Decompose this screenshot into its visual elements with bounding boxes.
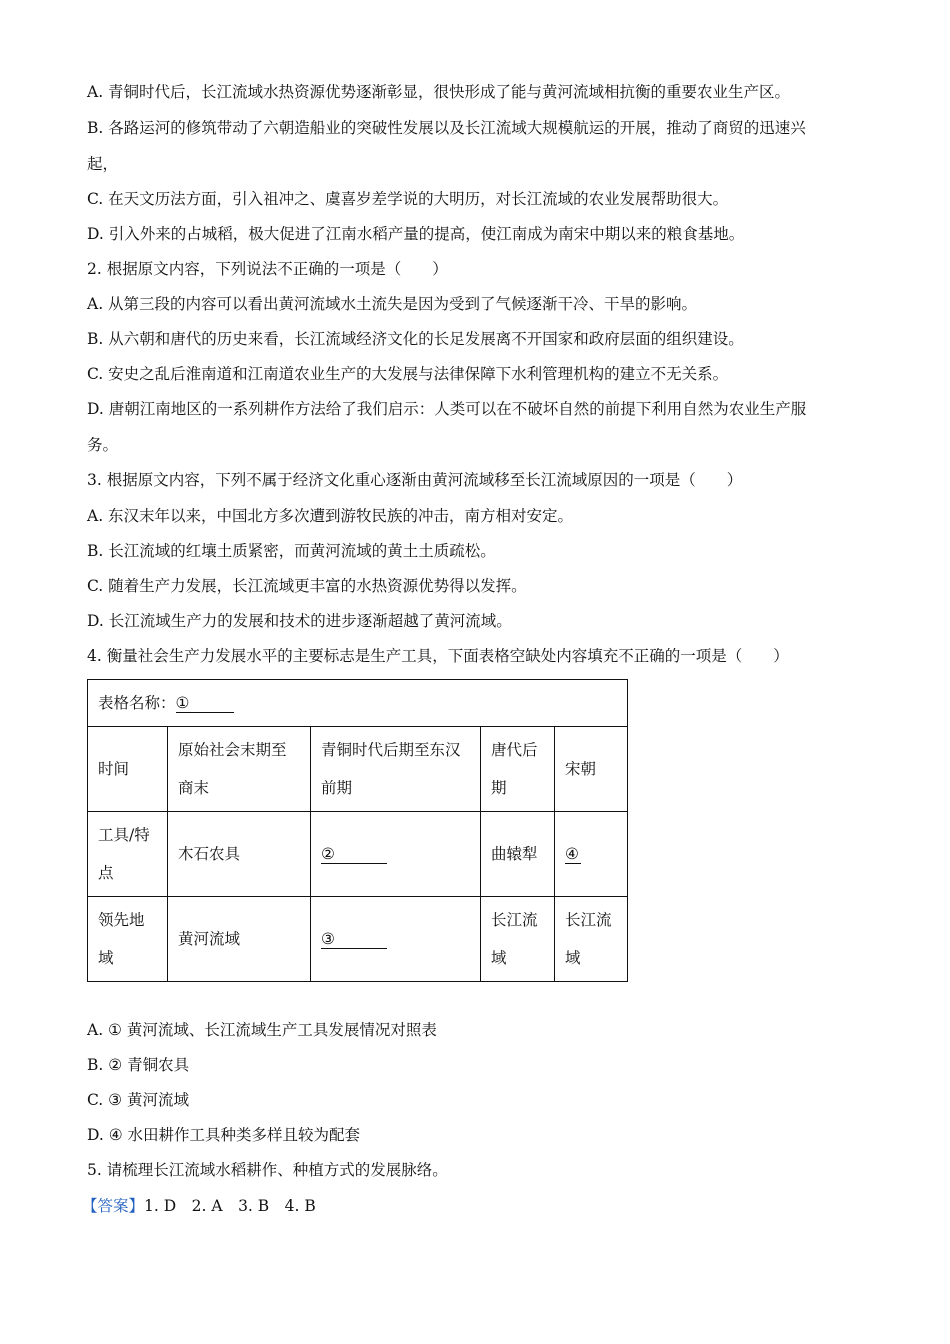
table-row-time [88,727,628,812]
tools-table [87,679,628,982]
table-title-row [88,680,628,727]
q3-stem: 3. 根据原文内容，下列不属于经济文化重心逐渐由黄河流域移至长江流域原因的一项是（ ） [87,471,743,489]
table-cell-tool [311,812,481,897]
table-cell-period: 原始社会末期至商末 [168,727,311,812]
q1-option-b: B. 各路运河的修筑带动了六朝造船业的突破性发展以及长江流域大规模航运的开展，推动了商贸的迅速兴 [87,119,806,137]
q1-option-c: C. 在天文历法方面，引入祖冲之、虞喜岁差学说的大明历，对长江流域的农业发展帮助很大。 [87,190,729,208]
q2-option-d: D. 唐朝江南地区的一系列耕作方法给了我们启示：人类可以在不破坏自然的前提下利用自然为农业生产服 [87,400,807,418]
table-header-time: 时间 [88,727,168,812]
q4-option-a: A. ① 黄河流域、长江流域生产工具发展情况对照表 [87,1021,437,1039]
answer-text: 1. D 2. A 3. B 4. B [144,1197,316,1215]
q2-stem: 2. 根据原文内容，下列说法不正确的一项是（ ） [87,260,448,278]
q4-option-d: D. ④ 水田耕作工具种类多样且较为配套 [87,1126,361,1144]
q5-stem: 5. 请梳理长江流域水稻耕作、种植方式的发展脉络。 [87,1161,448,1179]
table-cell-region: 长江流域 [481,897,555,982]
table-cell-region: 长江流域 [555,897,628,982]
q2-option-b: B. 从六朝和唐代的历史来看，长江流域经济文化的长足发展离不开国家和政府层面的组织建设。 [87,330,744,348]
answer-line [82,1196,862,1216]
blank-4: ④ [565,845,581,864]
table-cell-period: 宋朝 [555,727,628,812]
table-title-label: 表格名称： [98,694,176,712]
q3-option-b: B. 长江流域的红壤土质紧密，而黄河流域的黄土土质疏松。 [87,542,496,560]
table-header-region: 领先地域 [88,897,168,982]
q2-option-a: A. 从第三段的内容可以看出黄河流域水土流失是因为受到了气候逐渐干冷、干旱的影响。 [87,295,698,313]
table-cell-tool: 曲辕犁 [481,812,555,897]
q1-option-b-cont: 起， [87,155,119,173]
q3-option-a: A. 东汉末年以来，中国北方多次遭到游牧民族的冲击，南方相对安定。 [87,507,574,525]
answer-tag: 【答案】 [82,1197,145,1215]
table-cell-period: 唐代后期 [481,727,555,812]
q2-option-c: C. 安史之乱后淮南道和江南道农业生产的大发展与法律保障下水利管理机构的建立不无关系。 [87,365,729,383]
blank-2: ② [321,845,387,864]
q3-option-d: D. 长江流域生产力的发展和技术的进步逐渐超越了黄河流域。 [87,612,512,630]
q3-option-c: C. 随着生产力发展，长江流域更丰富的水热资源优势得以发挥。 [87,577,527,595]
table-cell-region: 黄河流域 [168,897,311,982]
table-title-cell [88,680,628,727]
q2-option-d-cont: 务。 [87,436,119,454]
table-cell-tool: 木石农具 [168,812,311,897]
q4-stem: 4. 衡量社会生产力发展水平的主要标志是生产工具，下面表格空缺处内容填充不正确的一项是（ ） [87,647,789,665]
q1-option-d: D. 引入外来的占城稻，极大促进了江南水稻产量的提高，使江南成为南宋中期以来的粮食基地。 [87,225,745,243]
q4-option-c: C. ③ 黄河流域 [87,1091,189,1109]
table-cell-period: 青铜时代后期至东汉前期 [311,727,481,812]
table-row-tools [88,812,628,897]
table-cell-region [311,897,481,982]
table-row-regions [88,897,628,982]
table-header-tools: 工具/特点 [88,812,168,897]
blank-3: ③ [321,930,387,949]
table-cell-tool [555,812,628,897]
q4-option-b: B. ② 青铜农具 [87,1056,190,1074]
q1-option-a: A. 青铜时代后，长江流域水热资源优势逐渐彰显，很快形成了能与黄河流域相抗衡的重要农业生产区。 [87,83,791,101]
table-title-blank: ① [176,694,234,713]
